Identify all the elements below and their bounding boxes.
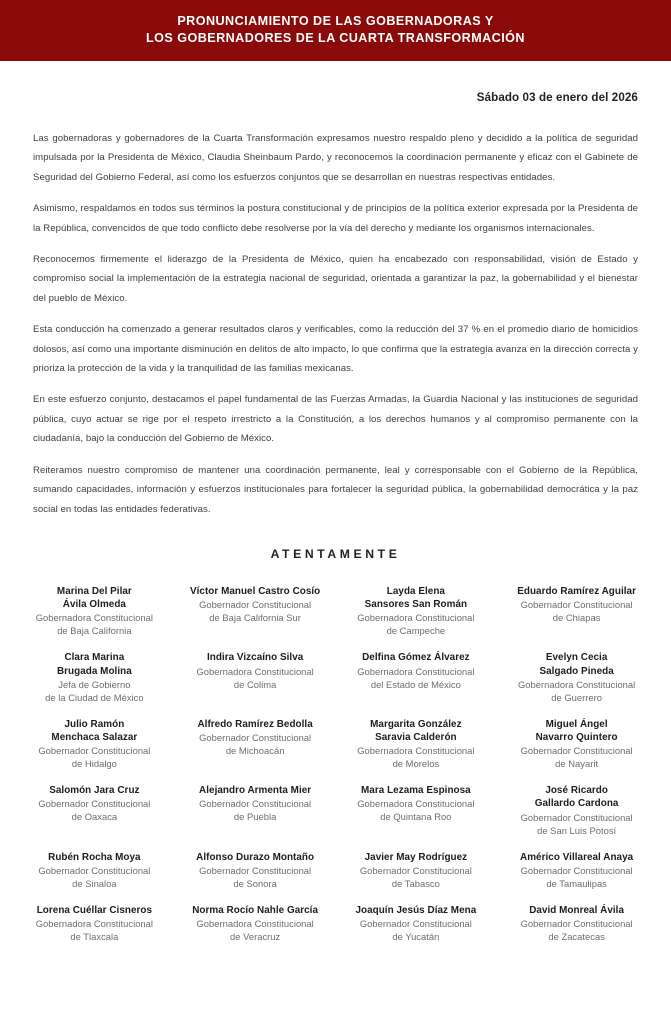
signatory-name: Marina Del Pilar Ávila Olmeda xyxy=(56,585,132,611)
signatory-name: Clara Marina Brugada Molina xyxy=(56,652,132,677)
signatory-role: Gobernadora Constitucional xyxy=(35,612,153,624)
signatory-grid xyxy=(0,585,671,957)
signatory-role: Gobernador Constitucional xyxy=(359,917,472,929)
signatory-entry xyxy=(496,718,657,784)
signatory-place: de Morelos xyxy=(392,758,440,770)
signatory-place: de Chiapas xyxy=(552,612,601,624)
signatory-name: Julio Ramón Menchaca Salazar xyxy=(51,718,138,743)
signatory-place: de Tlaxcala xyxy=(70,930,119,942)
signatory-place: de Sonora xyxy=(233,877,277,889)
signatory-place: de Zacatecas xyxy=(548,930,605,942)
signatory-name: José Ricardo Gallardo Cardona xyxy=(534,785,619,810)
signatory-role: Gobernador Constitucional xyxy=(199,731,312,743)
signatory-name: Lorena Cuéllar Cisneros xyxy=(36,904,153,916)
signatory-place: de Veracruz xyxy=(230,930,281,942)
signatory-role: Gobernador Constitucional xyxy=(199,798,312,810)
signatory-name: Evelyn Cecia Salgado Pineda xyxy=(539,652,614,677)
signatory-role: Gobernadora Constitucional xyxy=(196,917,314,929)
signatory-role: Jefa de Gobierno xyxy=(58,678,131,690)
signatory-name: Víctor Manuel Castro Cosío xyxy=(190,585,321,597)
signatory-role: Gobernadora Constitucional xyxy=(517,678,636,690)
signatory-place: de Puebla xyxy=(233,811,277,823)
document-body xyxy=(0,106,671,519)
signatory-name: Margarita González Saravia Calderón xyxy=(370,718,462,743)
signatory-place: de Guerrero xyxy=(551,691,603,703)
signatory-role: Gobernadora Constitucional xyxy=(357,665,475,677)
signatory-name: Rubén Rocha Moya xyxy=(48,851,141,863)
closing-heading: ATENTAMENTE xyxy=(270,546,401,561)
signatory-entry xyxy=(175,718,336,784)
signatory-entry xyxy=(14,718,175,784)
signatory-role: Gobernador Constitucional xyxy=(199,599,312,611)
signatory-place: de San Luis Potosí xyxy=(537,824,617,836)
signatory-entry xyxy=(14,784,175,850)
signatory-place: de Baja California Sur xyxy=(209,612,301,624)
signatory-role: Gobernador Constitucional xyxy=(38,798,151,810)
signatory-name: David Monreal Ávila xyxy=(529,904,625,916)
signatory-place: de Nayarit xyxy=(555,758,599,770)
signatory-role: Gobernador Constitucional xyxy=(520,811,633,823)
signatory-place: de Hidalgo xyxy=(71,758,117,770)
signatory-entry xyxy=(175,851,336,904)
signatory-role: Gobernador Constitucional xyxy=(520,599,633,611)
signatory-entry xyxy=(496,784,657,850)
header-title-line-1: PRONUNCIAMIENTO DE LAS GOBERNADORAS Y xyxy=(177,14,494,28)
body-paragraph: Reiteramos nuestro compromiso de mantener una coordinación permanente, leal y corresponsable con el Gobierno de la República, sumando capacidades, información y esfuerzos institucionales para fortalecer la seguridad pública, la gobernabilidad democrática y la paz social en todas las entidades federativas. xyxy=(33,464,638,515)
signatory-entry xyxy=(496,585,657,651)
signatory-entry xyxy=(14,651,175,717)
signatory-name: Joaquín Jesús Díaz Mena xyxy=(355,904,477,916)
signatory-name: Salomón Jara Cruz xyxy=(49,785,140,797)
signatory-place: de Quintana Roo xyxy=(380,811,452,823)
signatory-entry xyxy=(336,904,497,957)
signatory-place: del Estado de México xyxy=(370,678,461,690)
signatory-name: Mara Lezama Espinosa xyxy=(361,785,471,797)
body-paragraph: Las gobernadoras y gobernadores de la Cuarta Transformación expresamos nuestro respaldo pleno y decidido a la política de seguridad impulsada por la Presidenta de México, Claudia Sheinbaum Pardo, y reconocemos la coordinación permanente y eficaz con el Gabinete de Seguridad del Gobierno Federal, así como los esfuerzos conjuntos que se desarrollan en nuestras respectivas entidades. xyxy=(33,133,638,183)
signatory-entry xyxy=(175,585,336,651)
signatory-entry xyxy=(336,585,497,651)
signatory-entry xyxy=(14,851,175,904)
body-paragraph: Esta conducción ha comenzado a generar resultados claros y verificables, como la reducción del 37 % en el promedio diario de homicidios dolosos, así como una importante disminución en delitos de alto impacto, lo que confirma que la estrategia avanza en la dirección correcta y prioriza la protección de la vida y la tranquilidad de las familias mexicanas. xyxy=(33,324,638,375)
signatory-role: Gobernador Constitucional xyxy=(38,864,151,876)
signatory-name: Javier May Rodríguez xyxy=(364,851,468,863)
signatory-entry xyxy=(336,784,497,850)
header-title-line-2: LOS GOBERNADORES DE LA CUARTA TRANSFORMACIÓN xyxy=(146,31,525,45)
signatory-place: de Colima xyxy=(233,678,277,690)
body-paragraph: Reconocemos firmemente el liderazgo de la Presidenta de México, quien ha encabezado con responsabilidad, visión de Estado y compromiso social la implementación de la estrategia nacional de seguridad, orientada a garantizar la paz, la gobernabilidad y el bienestar del pueblo de México. xyxy=(33,254,638,304)
signatory-role: Gobernadora Constitucional xyxy=(35,917,153,929)
signatory-name: Alejandro Armenta Mier xyxy=(199,785,312,797)
signatory-name: Eduardo Ramírez Aguilar xyxy=(517,585,636,597)
signatory-entry xyxy=(14,904,175,957)
signatory-entry xyxy=(175,651,336,717)
signatory-place: de Yucatán xyxy=(392,930,440,942)
document-header-banner xyxy=(0,0,671,61)
signatory-entry xyxy=(175,784,336,850)
signatory-role: Gobernadora Constitucional xyxy=(196,665,314,677)
body-paragraph: Asimismo, respaldamos en todos sus términos la postura constitucional y de principios de la política exterior expresada por la Presidenta de la República, convencidos de que todo conflicto debe resolverse por la vía del derecho y mediante los organismos internacionales. xyxy=(33,203,638,234)
signatory-name: Américo Villareal Anaya xyxy=(520,851,634,863)
signatory-role: Gobernador Constitucional xyxy=(199,864,312,876)
signatory-role: Gobernador Constitucional xyxy=(520,745,633,757)
signatory-role: Gobernador Constitucional xyxy=(520,864,633,876)
signatory-entry xyxy=(14,585,175,651)
signatory-name: Delfina Gómez Álvarez xyxy=(362,652,470,664)
signatory-role: Gobernador Constitucional xyxy=(359,864,472,876)
signatory-entry xyxy=(496,851,657,904)
signatory-name: Miguel Ángel Navarro Quintero xyxy=(535,718,618,743)
signatory-name: Alfredo Ramírez Bedolla xyxy=(197,718,313,730)
signatory-entry xyxy=(336,718,497,784)
signatory-place: de la Ciudad de México xyxy=(45,691,144,703)
signatory-name: Norma Rocío Nahle García xyxy=(192,904,319,916)
signatory-entry xyxy=(336,851,497,904)
signatory-entry xyxy=(496,904,657,957)
signatory-name: Indira Vizcaíno Silva xyxy=(206,652,304,664)
signatory-role: Gobernadora Constitucional xyxy=(357,612,475,624)
signatory-name: Alfonso Durazo Montaño xyxy=(196,851,315,863)
signatory-entry xyxy=(175,904,336,957)
document-date: Sábado 03 de enero del 2026 xyxy=(476,91,638,104)
signatory-role: Gobernador Constitucional xyxy=(38,745,151,757)
signatory-place: de Tamaulipas xyxy=(546,877,607,889)
signatory-place: de Sinaloa xyxy=(72,877,117,889)
signatory-entry xyxy=(336,651,497,717)
signatory-place: de Michoacán xyxy=(225,744,285,756)
signatory-role: Gobernador Constitucional xyxy=(520,917,633,929)
body-paragraph: En este esfuerzo conjunto, destacamos el papel fundamental de las Fuerzas Armadas, la Guardia Nacional y las instituciones de seguridad pública, cuyo actuar se rige por el respeto irrestricto a la Constitución, a los derechos humanos y al compromiso permanente con la ciudadanía, bajo la conducción del Gobierno de México. xyxy=(33,394,638,445)
date-row xyxy=(0,61,671,106)
signatory-place: de Campeche xyxy=(386,625,446,637)
signatory-place: de Tabasco xyxy=(391,877,440,889)
signatory-place: de Baja California xyxy=(57,625,132,637)
signatory-role: Gobernadora Constitucional xyxy=(357,798,475,810)
signatory-name: Layda Elena Sansores San Román xyxy=(364,585,468,611)
signatory-role: Gobernadora Constitucional xyxy=(357,745,475,757)
signatory-place: de Oaxaca xyxy=(71,811,118,823)
signatory-entry xyxy=(496,651,657,717)
